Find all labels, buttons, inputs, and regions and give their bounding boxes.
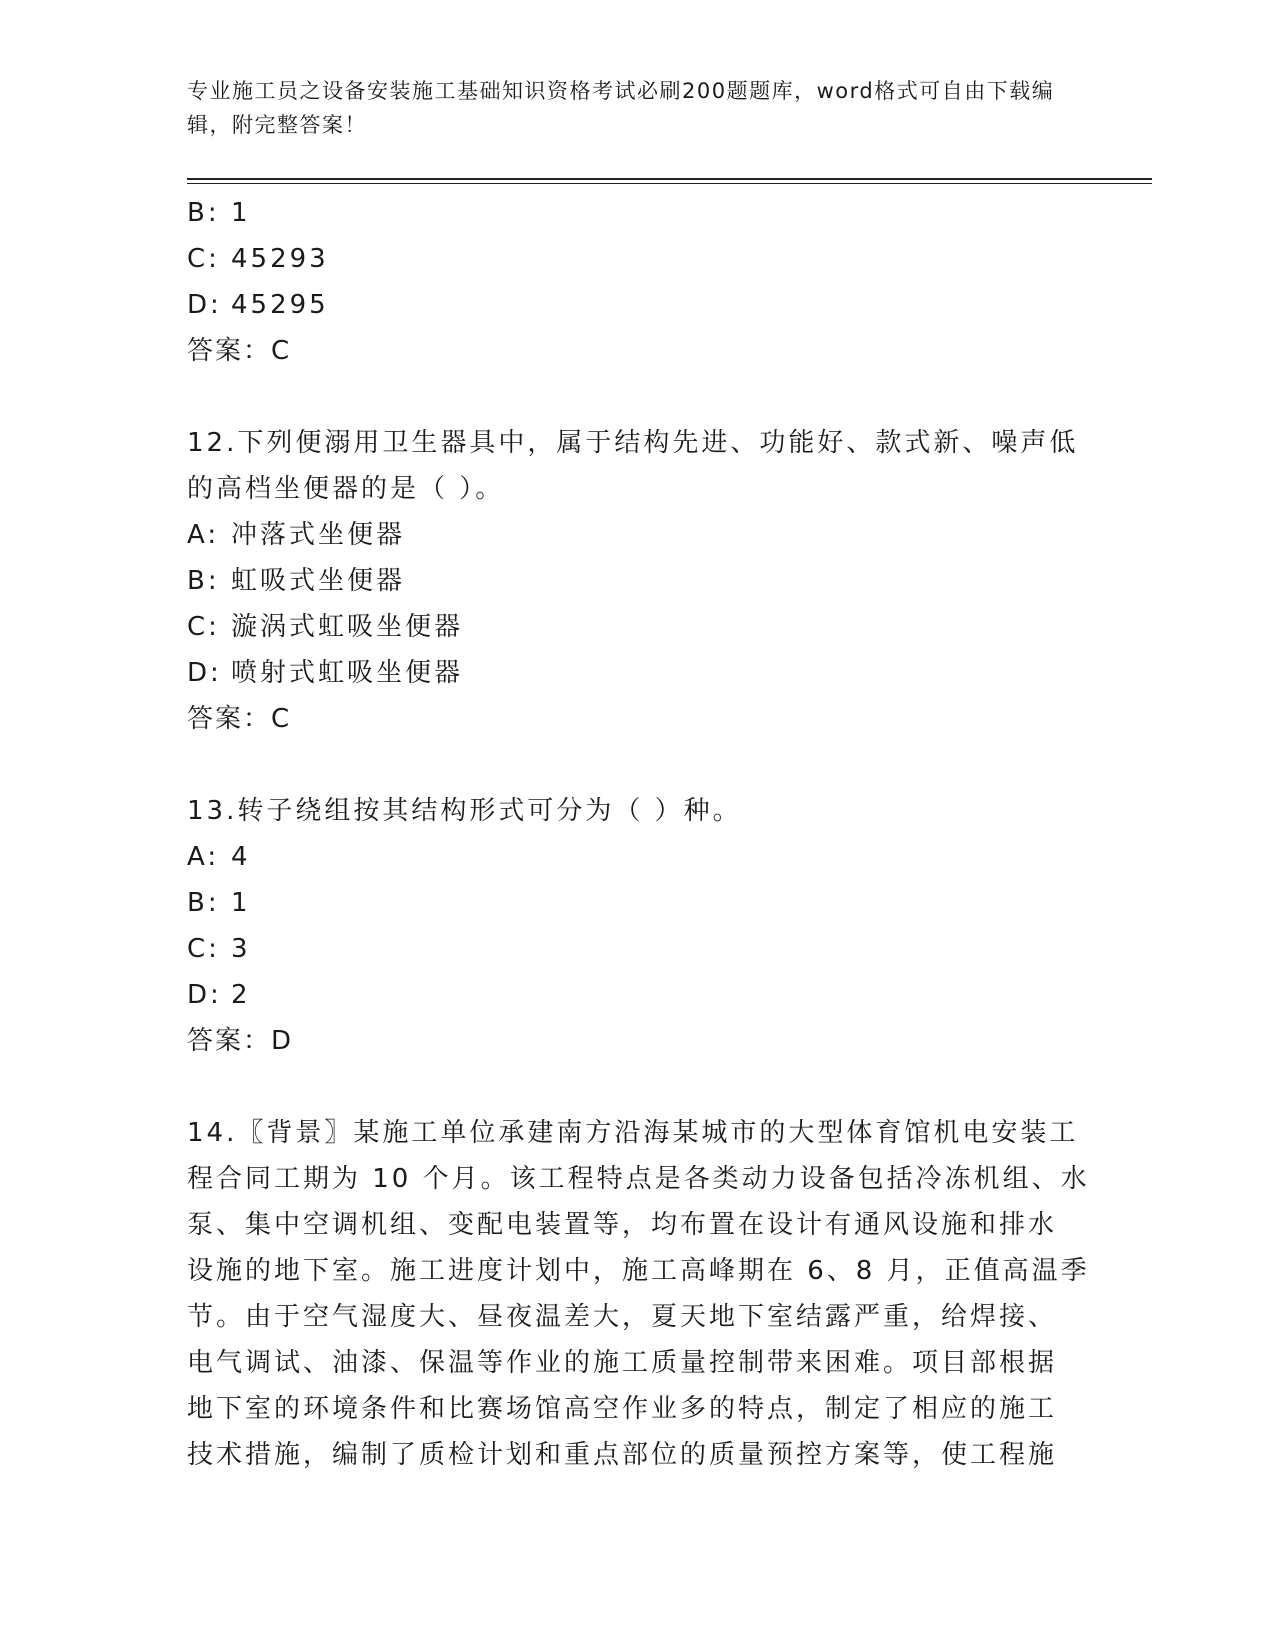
option-text: 冲落式坐便器 [231, 520, 406, 550]
option-label: B: [187, 888, 220, 918]
option-text: 1 [231, 888, 251, 918]
option-text: 喷射式虹吸坐便器 [231, 658, 464, 688]
option-c [187, 236, 1067, 282]
option-b [187, 880, 1067, 926]
answer-line: 答案：C [187, 704, 292, 734]
option-c [187, 604, 1067, 650]
spacer [187, 1064, 1067, 1110]
option-d [187, 282, 1067, 328]
question-14-line: 设施的地下室。施工进度计划中，施工高峰期在 6、8 月，正值高温季 [187, 1256, 1090, 1286]
question-12-line-2: 的高档坐便器的是（ ）。 [187, 474, 505, 504]
option-text: 2 [231, 980, 251, 1010]
option-a [187, 512, 1067, 558]
question-14-line: 节。由于空气湿度大、昼夜温差大，夏天地下室结露严重，给焊接、 [187, 1302, 1058, 1332]
option-text: 4 [231, 842, 251, 872]
option-text: 45293 [231, 244, 329, 274]
question-content [187, 190, 1090, 1478]
option-label: C: [187, 934, 220, 964]
option-label: D: [187, 290, 222, 320]
option-d [187, 972, 1067, 1018]
option-text: 45295 [231, 290, 329, 320]
question-14-line: 地下室的环境条件和比赛场馆高空作业多的特点，制定了相应的施工 [187, 1394, 1058, 1424]
option-label: D: [187, 658, 222, 688]
option-label: C: [187, 612, 220, 642]
option-label: A: [187, 842, 220, 872]
document-header [187, 74, 1067, 142]
option-text: 1 [231, 198, 251, 228]
header-rule-thin [187, 183, 1152, 184]
header-rule-thick [187, 178, 1152, 180]
question-14-line: 14.〖背景〗某施工单位承建南方沿海某城市的大型体育馆机电安装工 [187, 1118, 1079, 1148]
option-label: C: [187, 244, 220, 274]
option-label: B: [187, 198, 220, 228]
question-14-line: 程合同工期为 10 个月。该工程特点是各类动力设备包括冷冻机组、水 [187, 1164, 1090, 1194]
option-text: 虹吸式坐便器 [231, 566, 406, 596]
question-14-line: 泵、集中空调机组、变配电装置等，均布置在设计有通风设施和排水 [187, 1210, 1058, 1240]
option-label: A: [187, 520, 220, 550]
option-c [187, 926, 1067, 972]
header-text: 专业施工员之设备安装施工基础知识资格考试必刷200题题库，word格式可自由下载编辑，附完整答案！ [187, 79, 1055, 137]
option-text: 3 [231, 934, 251, 964]
option-d [187, 650, 1067, 696]
option-label: D: [187, 980, 222, 1010]
option-label: B: [187, 566, 220, 596]
question-13: 13.转子绕组按其结构形式可分为（ ）种。 [187, 796, 742, 826]
spacer [187, 374, 1067, 420]
option-b [187, 558, 1067, 604]
option-text: 漩涡式虹吸坐便器 [231, 612, 464, 642]
option-a [187, 834, 1067, 880]
answer-line: 答案：C [187, 336, 292, 366]
question-14-line: 电气调试、油漆、保温等作业的施工质量控制带来困难。项目部根据 [187, 1348, 1058, 1378]
spacer [187, 742, 1067, 788]
question-14-line: 技术措施，编制了质检计划和重点部位的质量预控方案等，使工程施 [187, 1440, 1058, 1470]
option-b [187, 190, 1067, 236]
answer-line: 答案：D [187, 1026, 294, 1056]
question-12-line-1: 12.下列便溺用卫生器具中，属于结构先进、功能好、款式新、噪声低 [187, 428, 1079, 458]
